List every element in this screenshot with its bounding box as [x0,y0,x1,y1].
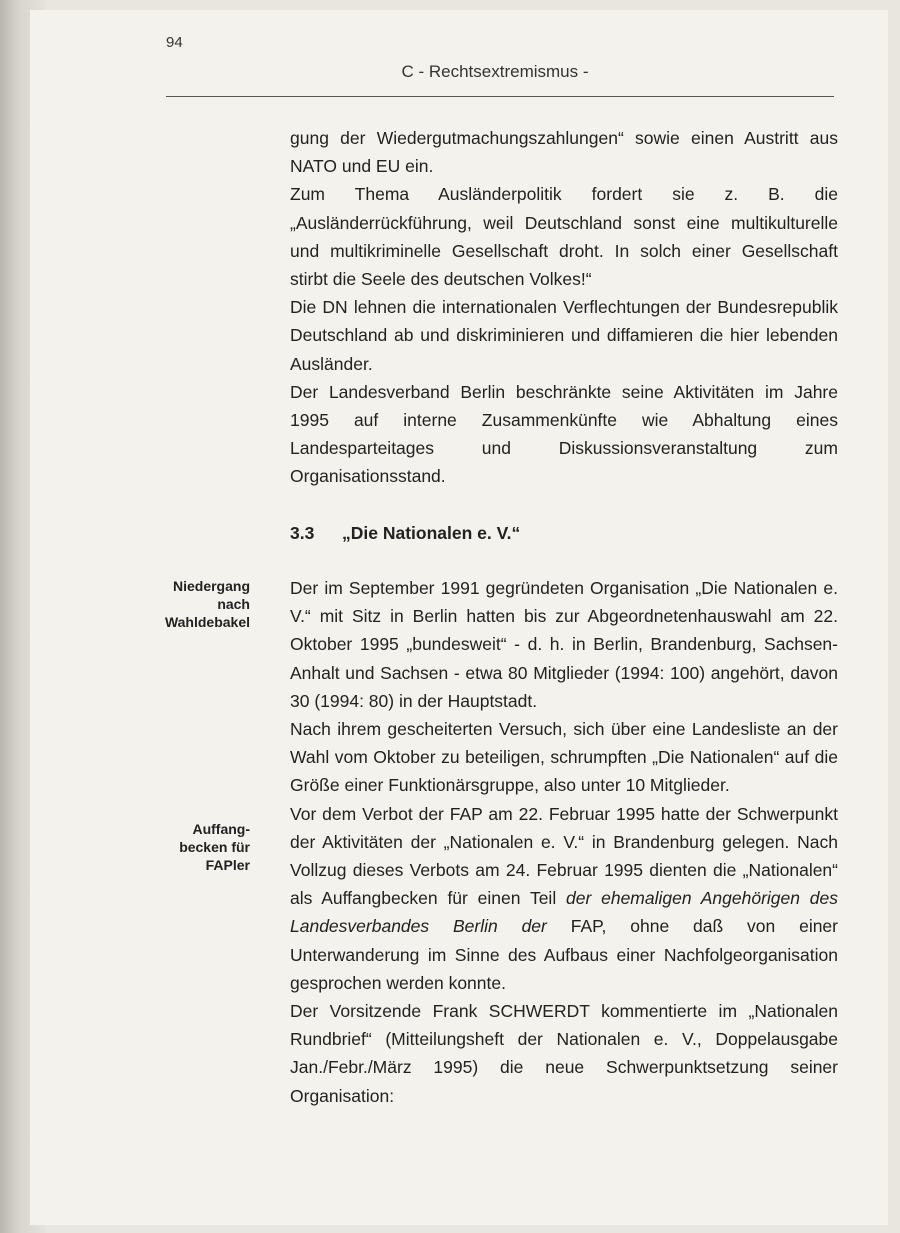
margin-note-line: becken für [179,839,250,855]
paragraph-text-italic: der ehemaligen Angehörigen des Landesverbandes Berlin der [290,888,838,937]
margin-note [120,577,250,631]
section-title: „Die Nationalen e. V.“ [342,523,521,543]
margin-note-line: Auffang- [192,821,250,837]
margin-note [120,820,250,874]
section-number: 3.3 [290,523,315,543]
page-number: 94 [166,34,183,51]
body-text-top [290,124,838,491]
paragraph: Zum Thema Ausländerpolitik fordert sie z. B. die „Ausländerrückführung, weil Deutschland sonst eine multikulturelle und multikriminelle Gesellschaft droht. In solch einer Gesellschaft stirbt die Seele des deutschen Volkes!“ [290,184,838,290]
margin-note-line: nach [217,596,250,612]
body-text-bottom [290,574,838,1110]
paragraph-text: Vor dem Verbot der FAP am 22. Februar 1995 hatte der Schwerpunkt der Aktivitäten der „Nationalen e. V.“ in Brandenburg gelegen. Nach Vollzug dieses Verbots am 24. Februar 1995 dienten die „Nationalen“ als Auffangbecken für einen Teil [290,803,838,909]
section-heading [290,523,520,544]
margin-note-line: FAPler [205,857,250,873]
paragraph: gung der Wiedergutmachungszahlungen“ sowie einen Austritt aus NATO und EU ein. [290,128,838,177]
running-title: C - Rechtsextremismus - [401,62,589,81]
paragraph [290,800,838,997]
paragraph: Der Landesverband Berlin beschränkte seine Aktivitäten im Jahre 1995 auf interne Zusammenkünfte wie Abhaltung eines Landesparteitages und Diskussionsveranstaltung zum Organisationsstand. [290,381,838,487]
paragraph: Nach ihrem gescheiterten Versuch, sich über eine Landesliste an der Wahl vom Oktober zu beteiligen, schrumpften „Die Nationalen“ auf die Größe einer Funktionärsgruppe, also unter 10 Mitglieder. [290,719,838,796]
paragraph: Die DN lehnen die internationalen Verflechtungen der Bundesrepublik Deutschland ab und diskriminieren und diffamieren die hier lebenden Ausländer. [290,297,838,374]
paragraph: Der Vorsitzende Frank SCHWERDT kommentierte im „Nationalen Rundbrief“ (Mitteilungsheft der Nationalen e. V., Doppelausgabe Jan./Febr./März 1995) die neue Schwerpunktsetzung seiner Organisation: [290,1001,838,1106]
paragraph: Der im September 1991 gegründeten Organisation „Die Nationalen e. V.“ mit Sitz in Berlin hatten bis zur Abgeordnetenhauswahl am 22. Oktober 1995 „bundesweit“ - d. h. in Berlin, Brandenburg, Sachsen-Anhalt und Sachsen - etwa 80 Mitglieder (1994: 100) angehört, davon 30 (1994: 80) in der Hauptstadt. [290,578,838,711]
paragraph-text: FAP, ohne daß von einer Unterwanderung im Sinne des Aufbaus einer Nachfolgeorganisation gesprochen werden konnte. [290,916,838,993]
header-divider [166,96,834,97]
margin-note-line: Niedergang [172,578,250,594]
margin-note-line: Wahldebakel [164,614,250,630]
